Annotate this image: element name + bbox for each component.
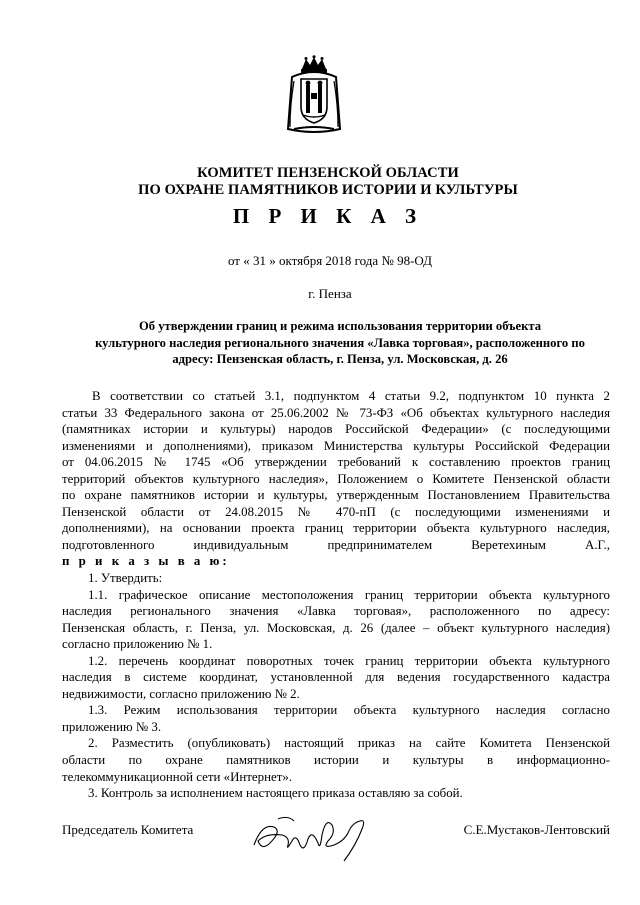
body-line: наследия регионального значения «Лавка торговая», расположенного по адресу: xyxy=(62,604,610,619)
body-line: (памятниках истории и культуры) народов Российской Федерации» (с последующими xyxy=(62,422,610,437)
subject-line: культурного наследия регионального значения «Лавка торговая», расположенного по xyxy=(95,335,585,350)
body-line: дополнениями), на основании проекта границ территории объекта культурного наследия, xyxy=(62,521,610,536)
document-subject xyxy=(60,318,620,368)
subject-line: адресу: Пензенская область, г. Пенза, ул. Московская, д. 26 xyxy=(172,352,508,366)
handwritten-signature xyxy=(248,805,378,865)
body-line: приложению № 3. xyxy=(62,719,162,734)
body-line: изменениями и дополнениями), приказом Министерства культуры Российской Федерации xyxy=(62,438,610,453)
body-line: подготовленного индивидуальным предпринимателем Веретехиным А.Г., xyxy=(62,537,610,552)
body-line: по охране памятников истории и культуры, утвержденным Постановлением Правительства xyxy=(62,488,610,503)
body-line: 2. Разместить (опубликовать) настоящий приказ на сайте Комитета Пензенской xyxy=(88,736,610,751)
body-line: Пензенской области от 24.08.2015 № 470-пП (с последующими изменениями и xyxy=(62,504,610,519)
coat-of-arms-icon xyxy=(284,55,344,135)
body-line: области по охране памятников истории и культуры в информационно- xyxy=(62,753,610,768)
body-line: статьи 33 Федерального закона от 25.06.2002 № 73-ФЗ «Об объектах культурного наследия xyxy=(62,405,610,420)
signatory-name: С.Е.Мустаков-Лентовский xyxy=(463,822,610,837)
committee-name-line1: КОМИТЕТ ПЕНЗЕНСКОЙ ОБЛАСТИ xyxy=(197,165,459,181)
document-body xyxy=(62,388,610,802)
signatory-role: Председатель Комитета xyxy=(62,822,194,837)
body-line: В соответствии со статьей 3.1, подпунктом 4 статьи 9.2, подпунктом 10 пункта 2 xyxy=(92,389,610,403)
document-type-title: П Р И К А З xyxy=(232,204,424,228)
body-line: 1. Утвердить: xyxy=(88,571,163,586)
subject-line: Об утверждении границ и режима использования территории объекта xyxy=(138,319,542,333)
body-line: согласно приложению № 1. xyxy=(62,637,213,652)
order-keyword: п р и к а з ы в а ю: xyxy=(62,554,230,569)
document-city: г. Пенза xyxy=(308,286,352,301)
body-line: территорий объектов культурного наследия», Положением о Комитете Пензенской области xyxy=(62,471,610,486)
body-line: недвижимости, согласно приложению № 2. xyxy=(62,686,300,701)
document-date: от « 31 » октября 2018 года № 98-ОД xyxy=(227,253,433,268)
committee-name-line2: ПО ОХРАНЕ ПАМЯТНИКОВ ИСТОРИИ И КУЛЬТУРЫ xyxy=(138,182,518,198)
body-line: 1.2. перечень координат поворотных точек границ территории объекта культурного xyxy=(88,653,610,668)
body-line: 1.3. Режим использования территории объекта культурного наследия согласно xyxy=(88,703,610,718)
body-line: от 04.06.2015 № 1745 «Об утверждении требований к составлению проектов границ xyxy=(62,455,610,470)
body-line: Пензенская область, г. Пенза, ул. Московская, д. 26 (далее – объект культурного наследия) xyxy=(62,620,610,635)
body-line: 3. Контроль за исполнением настоящего приказа оставляю за собой. xyxy=(88,786,463,801)
body-line: телекоммуникационной сети «Интернет». xyxy=(62,769,292,784)
body-line: наследия в системе координат, установленной для ведения государственного кадастра xyxy=(62,670,610,685)
body-line: 1.1. графическое описание местоположения границ территории объекта культурного xyxy=(88,587,610,602)
